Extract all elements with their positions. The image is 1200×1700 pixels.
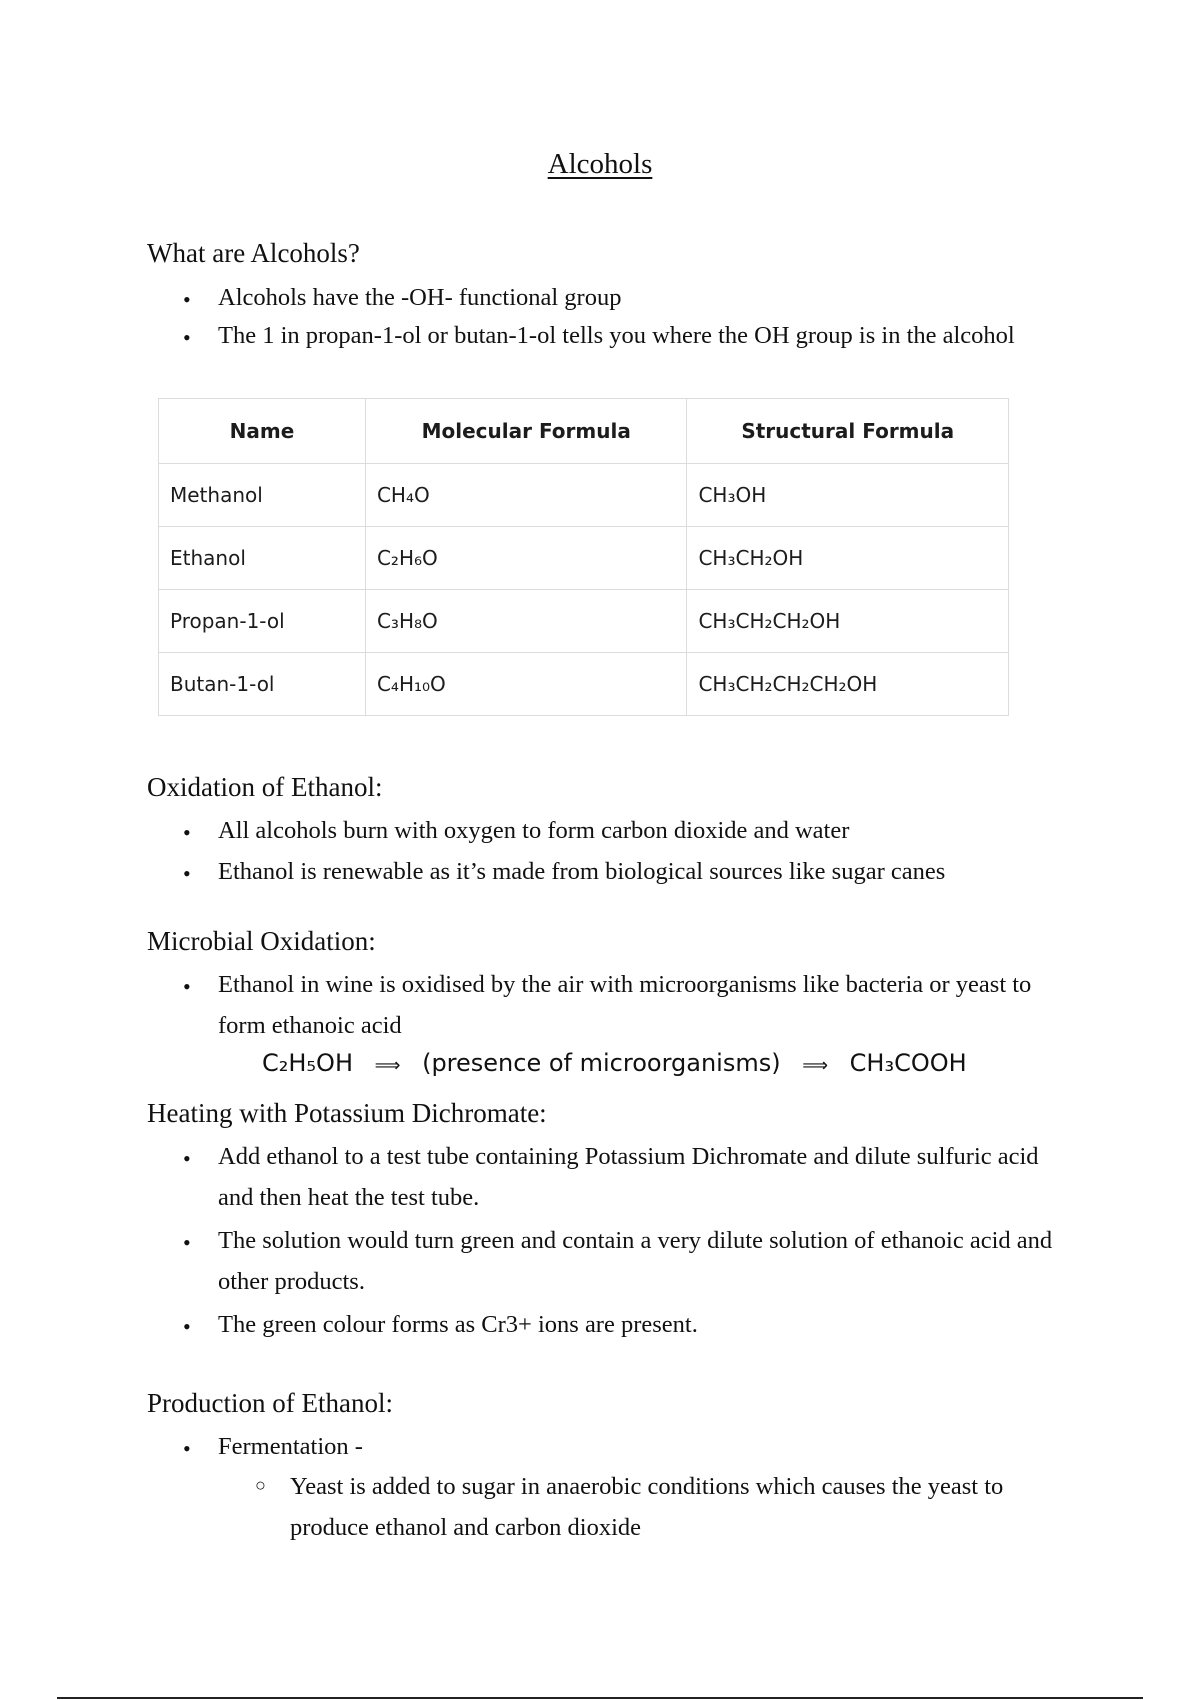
column-header-structural-formula: Structural Formula — [687, 399, 1009, 464]
column-header-name: Name — [159, 399, 366, 464]
bottom-divider — [57, 1697, 1143, 1699]
bullet-icon: • — [183, 974, 191, 999]
section-heading-microbial-oxidation: Microbial Oxidation: — [147, 926, 376, 956]
page-title: Alcohols — [547, 148, 653, 180]
list-item: Alcohols have the -OH- functional group — [218, 284, 622, 311]
bullet-icon: • — [183, 1436, 191, 1461]
bullet-icon: • — [183, 1314, 191, 1339]
cell-molecular-formula: C₄H₁₀O — [365, 653, 687, 716]
list-item: Fermentation - — [218, 1433, 363, 1460]
cell-structural-formula: CH₃OH — [687, 464, 1009, 527]
bullet-icon: • — [183, 1230, 191, 1255]
cell-name: Propan-1-ol — [159, 590, 366, 653]
cell-name: Methanol — [159, 464, 366, 527]
cell-molecular-formula: C₃H₈O — [365, 590, 687, 653]
bullet-icon: • — [183, 820, 191, 845]
sub-bullet-icon: ○ — [255, 1475, 266, 1495]
section-heading-oxidation: Oxidation of Ethanol: — [147, 772, 383, 802]
cell-name: Ethanol — [159, 527, 366, 590]
table-header-row — [159, 399, 1009, 464]
list-item: The 1 in propan-1-ol or butan-1-ol tells you where the OH group is in the alcohol — [218, 322, 1015, 349]
table-row — [159, 590, 1009, 653]
column-header-molecular-formula: Molecular Formula — [365, 399, 687, 464]
equation-product: CH₃COOH — [849, 1049, 967, 1077]
list-item: Add ethanol to a test tube containing Potassium Dichromate and dilute sulfuric acid and then heat the test tube. — [218, 1143, 1039, 1211]
list-item: The solution would turn green and contain a very dilute solution of ethanoic acid and other products. — [218, 1227, 1053, 1295]
bullet-icon: • — [183, 325, 191, 350]
fermentation-equation — [262, 1049, 967, 1077]
cell-name: Butan-1-ol — [159, 653, 366, 716]
table-row — [159, 464, 1009, 527]
cell-structural-formula: CH₃CH₂OH — [687, 527, 1009, 590]
arrow-icon: ⟹ — [802, 1055, 829, 1076]
bullet-icon: • — [183, 287, 191, 312]
alcohols-table — [158, 398, 1009, 716]
table-row — [159, 527, 1009, 590]
bullet-icon: • — [183, 861, 191, 886]
section-heading-production: Production of Ethanol: — [147, 1388, 393, 1418]
sub-list-item: Yeast is added to sugar in anaerobic conditions which causes the yeast to produce ethanol and carbon dioxide — [290, 1473, 1004, 1541]
bullet-icon: • — [183, 1146, 191, 1171]
list-item: The green colour forms as Cr3+ ions are present. — [218, 1311, 698, 1338]
cell-molecular-formula: C₂H₆O — [365, 527, 687, 590]
equation-reactant: C₂H₅OH — [262, 1049, 353, 1077]
equation-condition: (presence of microorganisms) — [422, 1049, 781, 1077]
section-heading-heating: Heating with Potassium Dichromate: — [147, 1098, 547, 1128]
table-row — [159, 653, 1009, 716]
section-heading-what-are-alcohols: What are Alcohols? — [147, 238, 360, 268]
cell-structural-formula: CH₃CH₂CH₂CH₂OH — [687, 653, 1009, 716]
list-item: Ethanol in wine is oxidised by the air with microorganisms like bacteria or yeast to form ethanoic acid — [218, 971, 1032, 1039]
arrow-icon: ⟹ — [374, 1055, 401, 1076]
list-item: All alcohols burn with oxygen to form carbon dioxide and water — [218, 817, 850, 844]
cell-structural-formula: CH₃CH₂CH₂OH — [687, 590, 1009, 653]
list-item: Ethanol is renewable as it’s made from biological sources like sugar canes — [218, 858, 946, 885]
cell-molecular-formula: CH₄O — [365, 464, 687, 527]
